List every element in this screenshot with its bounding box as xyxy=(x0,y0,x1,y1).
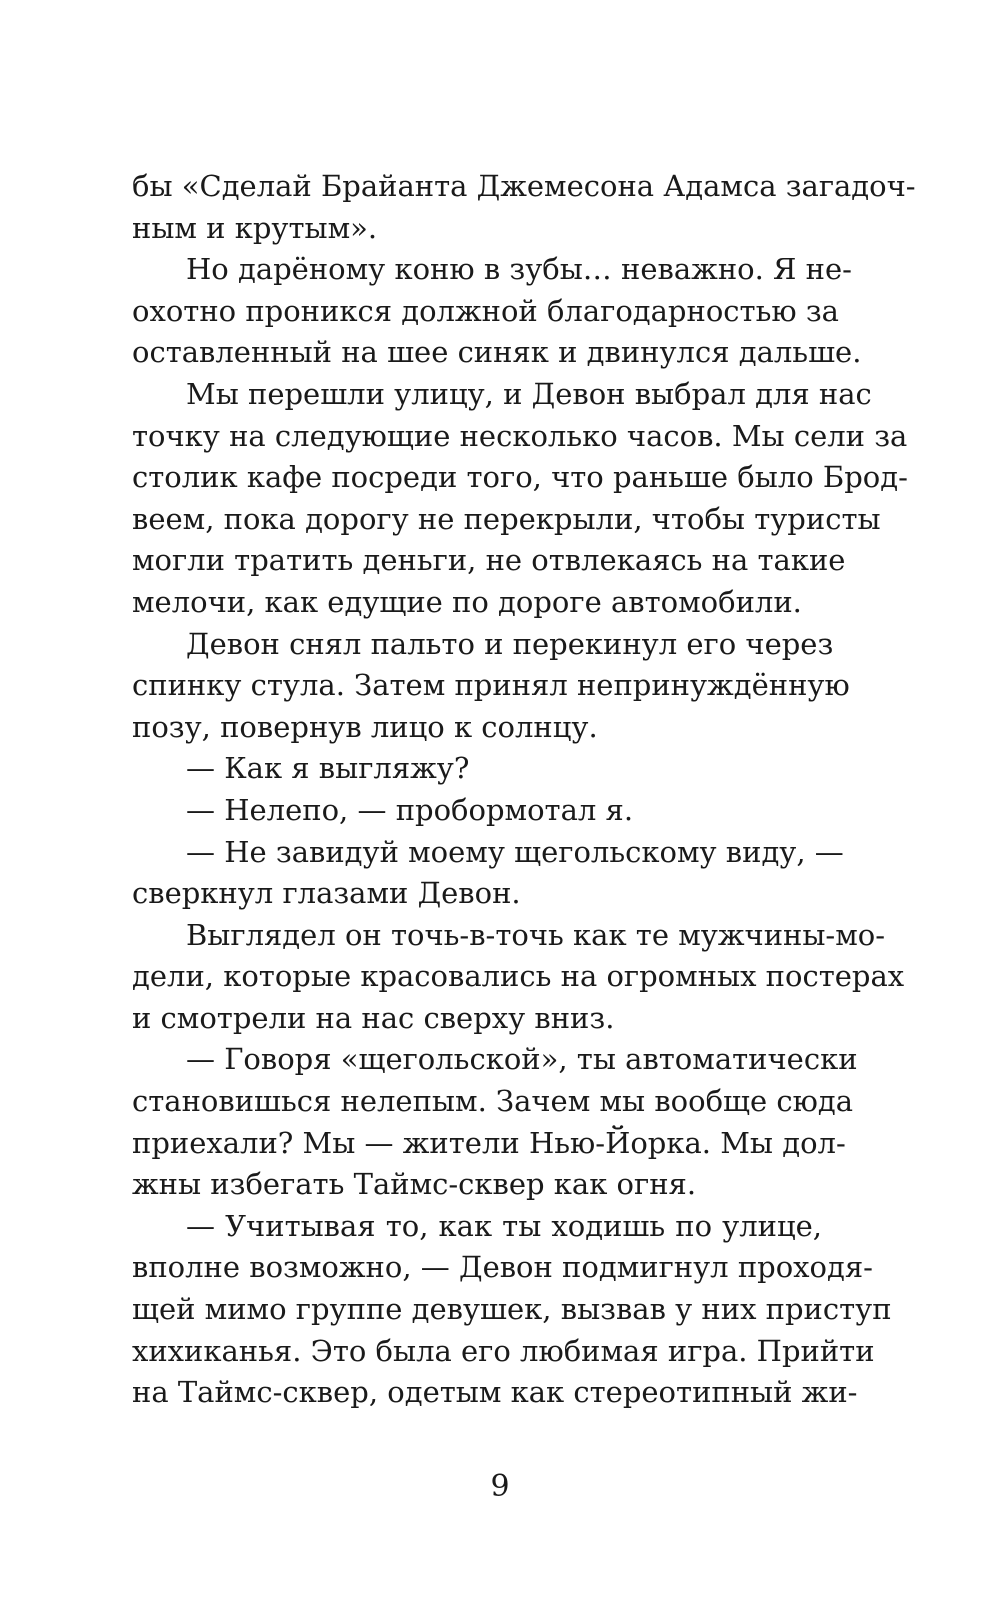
body-text xyxy=(132,166,916,1414)
text-line: — Не завидуй моему щегольскому виду, — xyxy=(186,834,844,869)
text-line: — Как я выгляжу? xyxy=(186,751,470,786)
text-line: столик кафе посреди того, что раньше было Брод- xyxy=(132,460,908,495)
text-line: дели, которые красовались на огромных постерах xyxy=(132,959,905,994)
text-line: позу, повернув лицо к солнцу. xyxy=(132,709,598,744)
text-line: Девон снял пальто и перекинул его через xyxy=(186,626,834,661)
text-line: спинку стула. Затем принял непринуждённую xyxy=(132,668,850,703)
text-line: оставленный на шее синяк и двинулся дальше. xyxy=(132,335,862,370)
text-line: ным и крутым». xyxy=(132,210,378,245)
text-line: Мы перешли улицу, и Девон выбрал для нас xyxy=(186,376,872,411)
text-line: хихиканья. Это была его любимая игра. Прийти xyxy=(132,1333,875,1368)
text-line: Выглядел он точь-в-точь как те мужчины-мо- xyxy=(186,917,886,952)
text-line: Но дарёному коню в зубы… неважно. Я не- xyxy=(186,252,852,287)
text-line: точку на следующие несколько часов. Мы сели за xyxy=(132,418,908,453)
text-line: веем, пока дорогу не перекрыли, чтобы туристы xyxy=(132,501,881,536)
text-line: жны избегать Таймс-сквер как огня. xyxy=(132,1167,697,1202)
text-line: становишься нелепым. Зачем мы вообще сюда xyxy=(132,1084,854,1119)
text-line: могли тратить деньги, не отвлекаясь на такие xyxy=(132,543,846,578)
text-line: сверкнул глазами Девон. xyxy=(132,876,521,911)
text-line: и смотрели на нас сверху вниз. xyxy=(132,1000,615,1035)
text-line: бы «Сделай Брайанта Джемесона Адамса загадоч- xyxy=(132,169,916,203)
text-line: — Говоря «щегольской», ты автоматически xyxy=(186,1042,858,1077)
page-number: 9 xyxy=(490,1469,510,1504)
text-line: — Учитывая то, как ты ходишь по улице, xyxy=(186,1208,822,1243)
text-line: на Таймс-сквер, одетым как стереотипный жи- xyxy=(132,1375,858,1410)
text-line: вполне возможно, — Девон подмигнул проходя- xyxy=(132,1250,873,1285)
text-line: приехали? Мы — жители Нью-Йорка. Мы дол- xyxy=(132,1125,846,1160)
text-line: мелочи, как едущие по дороге автомобили. xyxy=(132,584,802,619)
text-line: охотно проникся должной благодарностью за xyxy=(132,293,839,328)
text-line: щей мимо группе девушек, вызвав у них приступ xyxy=(132,1292,892,1327)
text-line: — Нелепо, — пробормотал я. xyxy=(186,792,634,827)
